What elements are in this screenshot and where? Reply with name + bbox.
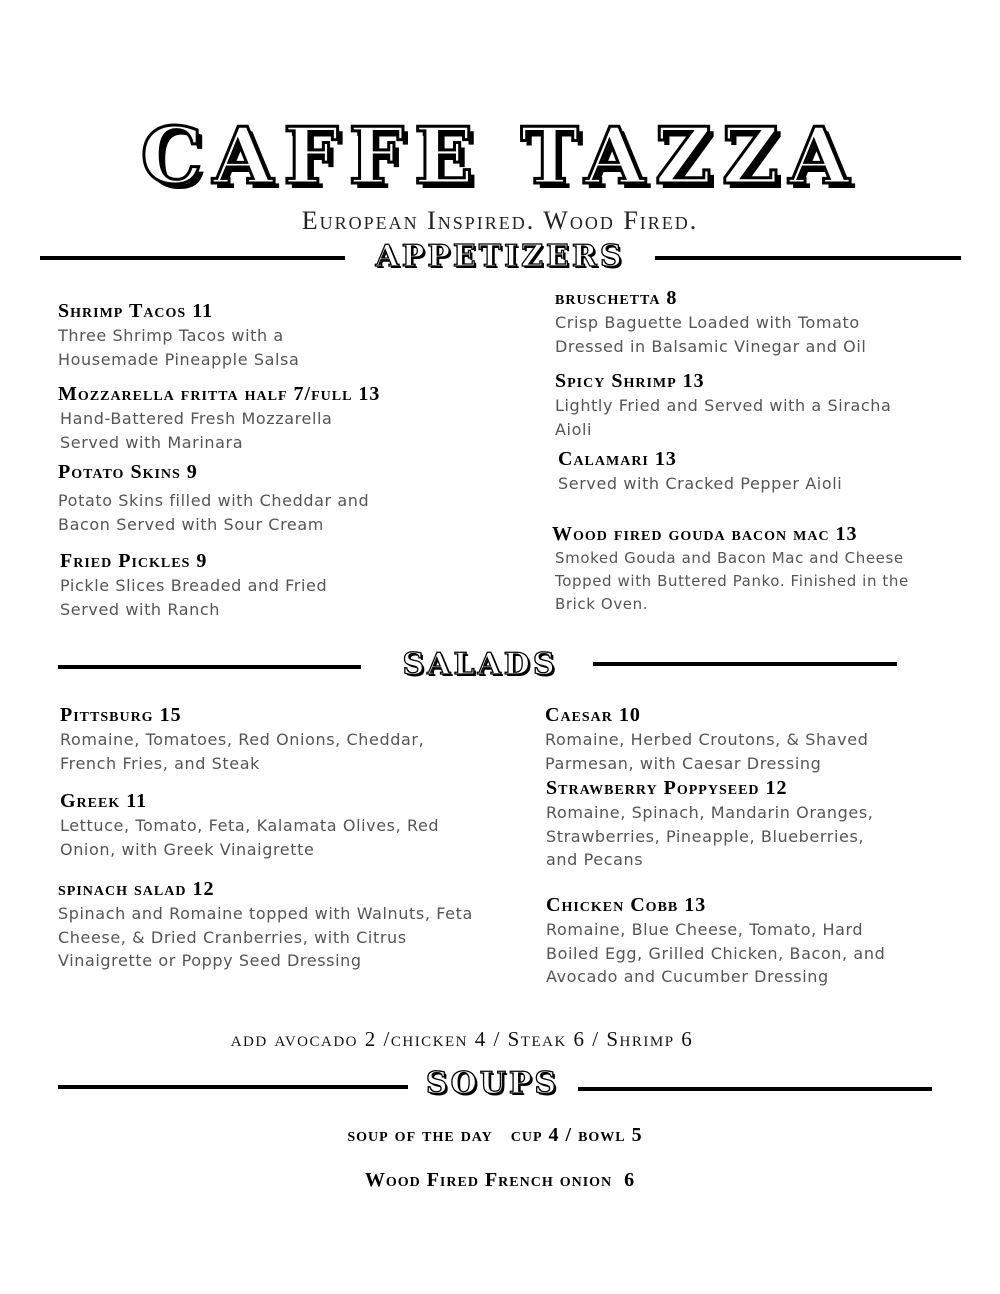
french-onion-soup: Wood Fired French onion 6: [364, 1169, 636, 1191]
item-name: Pittsburg 15: [60, 704, 182, 726]
item-description: Crisp Baguette Loaded with Tomato Dressed in Balsamic Vinegar and Oil: [555, 313, 867, 356]
item-name: Shrimp Tacos 11: [58, 300, 214, 322]
salads-title: SALADS: [402, 647, 558, 682]
item-description: Hand-Battered Fresh Mozzarella Served with Marinara: [60, 409, 333, 452]
soups-title: SOUPS: [425, 1066, 560, 1101]
menu-item-chicken-cobb: [546, 894, 976, 989]
item-name: spinach salad 12: [58, 878, 215, 900]
salads-rule-right: [593, 662, 897, 666]
item-description: Romaine, Blue Cheese, Tomato, Hard Boiled Egg, Grilled Chicken, Bacon, and Avocado and Cucumber Dressing: [546, 920, 886, 986]
soups-rule-left: [58, 1085, 408, 1089]
item-description: Romaine, Spinach, Mandarin Oranges, Strawberries, Pineapple, Blueberries, and Pecans: [546, 803, 874, 869]
item-description: Romaine, Tomatoes, Red Onions, Cheddar, French Fries, and Steak: [60, 730, 425, 773]
item-name: Potato Skins 9: [58, 461, 198, 483]
item-name: Fried Pickles 9: [60, 550, 208, 572]
item-description: Three Shrimp Tacos with a Housemade Pineapple Salsa: [58, 326, 300, 369]
appetizers-title: APPETIZERS: [375, 239, 625, 274]
menu-item-spinach-salad: [58, 878, 498, 973]
tagline: European Inspired. Wood Fired.: [301, 206, 699, 235]
item-name: Strawberry Poppyseed 12: [546, 777, 788, 799]
item-description: Served with Cracked Pepper Aioli: [558, 474, 843, 493]
item-name: Spicy Shrimp 13: [555, 370, 705, 392]
item-name: Greek 11: [60, 790, 148, 812]
appetizers-rule-left: [40, 256, 345, 260]
menu-item-potato-skins: [58, 461, 478, 536]
menu-item-gouda-bacon-mac: [552, 523, 982, 616]
item-name: Caesar 10: [545, 704, 641, 726]
item-description: Smoked Gouda and Bacon Mac and Cheese Topped with Buttered Panko. Finished in the Brick Oven.: [555, 549, 909, 613]
item-name: Wood fired gouda bacon mac 13: [552, 523, 858, 545]
item-description: Romaine, Herbed Croutons, & Shaved Parmesan, with Caesar Dressing: [545, 730, 869, 773]
salad-addons: add avocado 2 /chicken 4 / Steak 6 / Shrimp 6: [230, 1027, 694, 1051]
item-name: Calamari 13: [558, 448, 677, 470]
item-name: Mozzarella fritta half 7/full 13: [58, 383, 381, 405]
menu-item-spicy-shrimp: [555, 370, 975, 441]
item-description: Spinach and Romaine topped with Walnuts, Feta Cheese, & Dried Cranberries, with Citrus Vinaigrette or Poppy Seed Dressing: [58, 904, 473, 970]
menu-item-bruschetta: [555, 287, 975, 358]
item-description: Potato Skins filled with Cheddar and Bacon Served with Sour Cream: [58, 491, 370, 534]
item-name: bruschetta 8: [555, 287, 678, 309]
item-description: Lightly Fried and Served with a Siracha Aioli: [555, 396, 892, 439]
item-name: Chicken Cobb 13: [546, 894, 707, 916]
item-description: Pickle Slices Breaded and Fried Served with Ranch: [60, 576, 328, 619]
menu-item-mozzarella-fritta: [58, 383, 498, 454]
menu-item-fried-pickles: [60, 550, 480, 621]
soup-of-the-day: soup of the day cup 4 / bowl 5: [347, 1124, 643, 1146]
menu-item-caesar: [545, 704, 975, 775]
menu-item-calamari: [558, 448, 978, 496]
appetizers-rule-right: [655, 256, 961, 260]
soups-rule-right: [578, 1087, 932, 1091]
item-description: Lettuce, Tomato, Feta, Kalamata Olives, Red Onion, with Greek Vinaigrette: [60, 816, 440, 859]
menu-item-pittsburg: [60, 704, 490, 775]
restaurant-name: CAFFE TAZZA: [140, 111, 860, 202]
menu-item-shrimp-tacos: [58, 300, 478, 371]
menu-item-strawberry-poppyseed: [546, 777, 976, 872]
salads-rule-left: [58, 665, 361, 669]
menu-item-greek: [60, 790, 490, 861]
